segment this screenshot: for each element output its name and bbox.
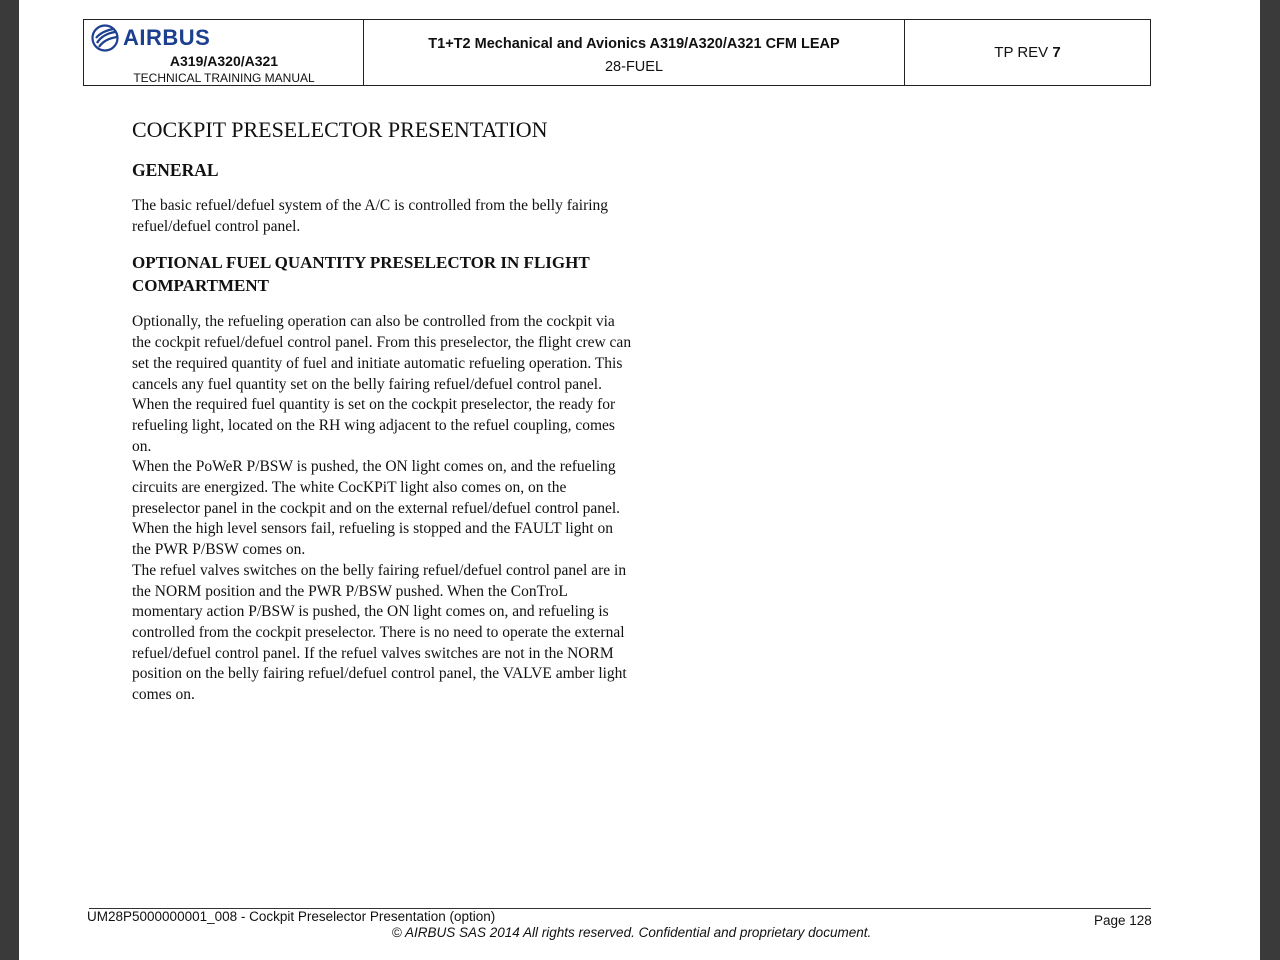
footer-copyright: © AIRBUS SAS 2014 All rights reserved. Confidential and proprietary document. xyxy=(391,925,872,940)
section-heading-general: GENERAL xyxy=(132,160,219,180)
footer-page-number: Page 128 xyxy=(1094,913,1152,928)
footer-doc-reference: UM28P5000000001_008 - Cockpit Preselector Presentation (option) xyxy=(87,909,496,924)
course-title: T1+T2 Mechanical and Avionics A319/A320/A321 CFM LEAP xyxy=(428,36,840,52)
header-logo-cell xyxy=(84,20,364,85)
chapter-label: 28-FUEL xyxy=(604,59,664,75)
preselector-paragraph-1: Optionally, the refueling operation can also be controlled from the cockpit via the cockpit refuel/defuel control panel. From this preselector, the flight crew can set the required quantity of fuel and initiate automatic refueling operation. This cancels any fuel quantity set on the belly fairing refuel/defuel control panel. When the required fuel quantity is set on the cockpit preselector, the ready for refueling light, located on the RH wing adjacent to the refuel coupling, comes on. xyxy=(132,313,632,455)
aircraft-models: A319/A320/A321 xyxy=(169,53,279,69)
header-revision-cell xyxy=(905,20,1150,85)
revision-number: 7 xyxy=(1052,44,1061,61)
page-title: COCKPIT PRESELECTOR PRESENTATION xyxy=(132,117,548,142)
header-title-cell xyxy=(364,20,905,85)
logo-wordmark: AIRBUS xyxy=(123,25,211,50)
airbus-logo xyxy=(91,24,210,52)
manual-type: TECHNICAL TRAINING MANUAL xyxy=(133,71,315,85)
document-page xyxy=(19,0,1260,960)
revision-label: TP REV xyxy=(994,44,1049,61)
preselector-paragraph-2: When the PoWeR P/BSW is pushed, the ON light comes on, and the refueling circuits are energized. The white CocKPiT light also comes on, on the preselector panel in the cockpit and on the external refuel/defuel control panel. When the high level sensors fail, refueling is stopped and the FAULT light on the PWR P/BSW comes on. xyxy=(132,458,621,559)
airbus-globe-icon xyxy=(91,24,119,52)
general-paragraph: The basic refuel/defuel system of the A/C is controlled from the belly fairing refuel/defuel control panel. xyxy=(132,197,609,235)
section-heading-optional-preselector: OPTIONAL FUEL QUANTITY PRESELECTOR IN FLIGHT COMPARTMENT xyxy=(132,253,590,295)
page-header xyxy=(83,19,1151,86)
page-content xyxy=(132,116,632,706)
preselector-paragraph-3: The refuel valves switches on the belly fairing refuel/defuel control panel are in the NORM position and the PWR P/BSW pushed. When the ConTroL momentary action P/BSW is pushed, the ON light comes on, and refueling is controlled from the cockpit preselector. There is no need to operate the external refuel/defuel control panel. If the refuel valves switches are not in the NORM position on the belly fairing refuel/defuel control panel, the VALVE amber light comes on. xyxy=(132,561,627,704)
revision xyxy=(905,44,1150,61)
